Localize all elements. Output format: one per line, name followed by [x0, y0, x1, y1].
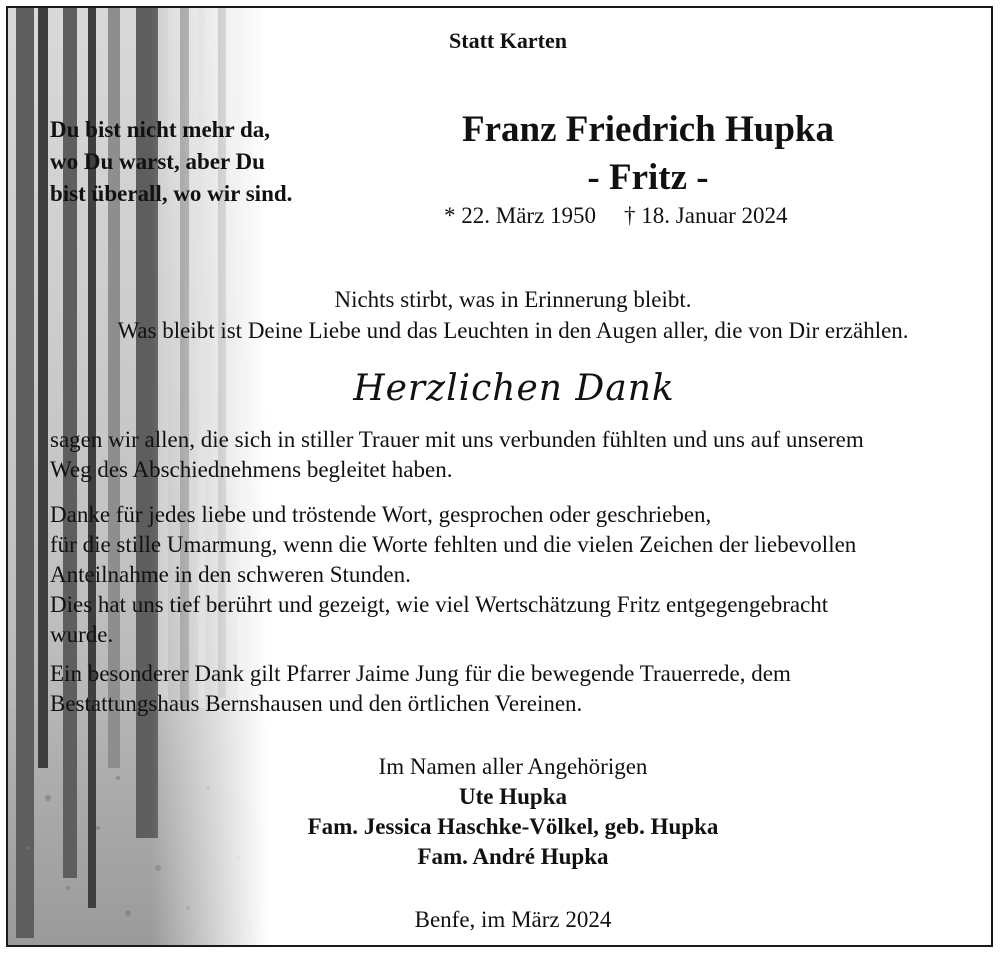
paragraph-line: Ein besonderer Dank gilt Pfarrer Jaime Jung für die bewegende Trauerrede, dem: [50, 661, 791, 686]
deceased-name-block: [378, 106, 918, 202]
deceased-nickname: - Fritz -: [587, 157, 709, 198]
quote-line: Nichts stirbt, was in Erinnerung bleibt.: [334, 287, 692, 312]
paragraph-line: Anteilnahme in den schweren Stunden.: [50, 562, 411, 587]
birth-date: * 22. März 1950: [444, 203, 597, 228]
thanks-heading: Herzlichen Dank: [353, 368, 675, 409]
memorial-quote: [8, 284, 993, 346]
thanks-paragraph: [50, 425, 864, 485]
signoff-block: [8, 752, 993, 872]
life-dates: [444, 203, 788, 229]
signoff-name: Fam. André Hupka: [417, 844, 609, 869]
paragraph-line: Danke für jedes liebe und tröstende Wort, gesprochen oder geschrieben,: [50, 502, 712, 527]
paragraph-line: Dies hat uns tief berührt und gezeigt, wie viel Wertschätzung Fritz entgegengebracht: [50, 592, 829, 617]
signoff-intro: Im Namen aller Angehörigen: [378, 754, 648, 779]
paragraph-line: sagen wir allen, die sich in stiller Trauer mit uns verbunden fühlten und uns auf unserem: [50, 427, 864, 452]
obituary-card: [6, 6, 993, 947]
paragraph-line: Weg des Abschiednehmens begleitet haben.: [50, 457, 453, 482]
verse-line: wo Du warst, aber Du: [50, 149, 265, 174]
thanks-paragraph: [50, 659, 791, 719]
death-date: † 18. Januar 2024: [624, 203, 788, 228]
signoff-name: Ute Hupka: [459, 784, 567, 809]
deceased-full-name: Franz Friedrich Hupka: [461, 109, 835, 150]
paragraph-line: für die stille Umarmung, wenn die Worte fehlten und die vielen Zeichen der liebevollen: [50, 532, 857, 557]
verse-line: bist überall, wo wir sind.: [50, 181, 293, 206]
verse-line: Du bist nicht mehr da,: [50, 117, 271, 142]
memorial-verse: [50, 114, 292, 210]
paragraph-line: Bestattungshaus Bernshausen und den örtlichen Vereinen.: [50, 691, 583, 716]
statt-karten-header: Statt Karten: [449, 28, 567, 53]
thanks-paragraph: [50, 500, 856, 650]
quote-line: Was bleibt ist Deine Liebe und das Leuchten in den Augen aller, die von Dir erzählen.: [117, 318, 909, 343]
paragraph-line: wurde.: [50, 622, 114, 647]
place-and-date: Benfe, im März 2024: [414, 907, 612, 932]
signoff-name: Fam. Jessica Haschke-Völkel, geb. Hupka: [307, 814, 719, 839]
